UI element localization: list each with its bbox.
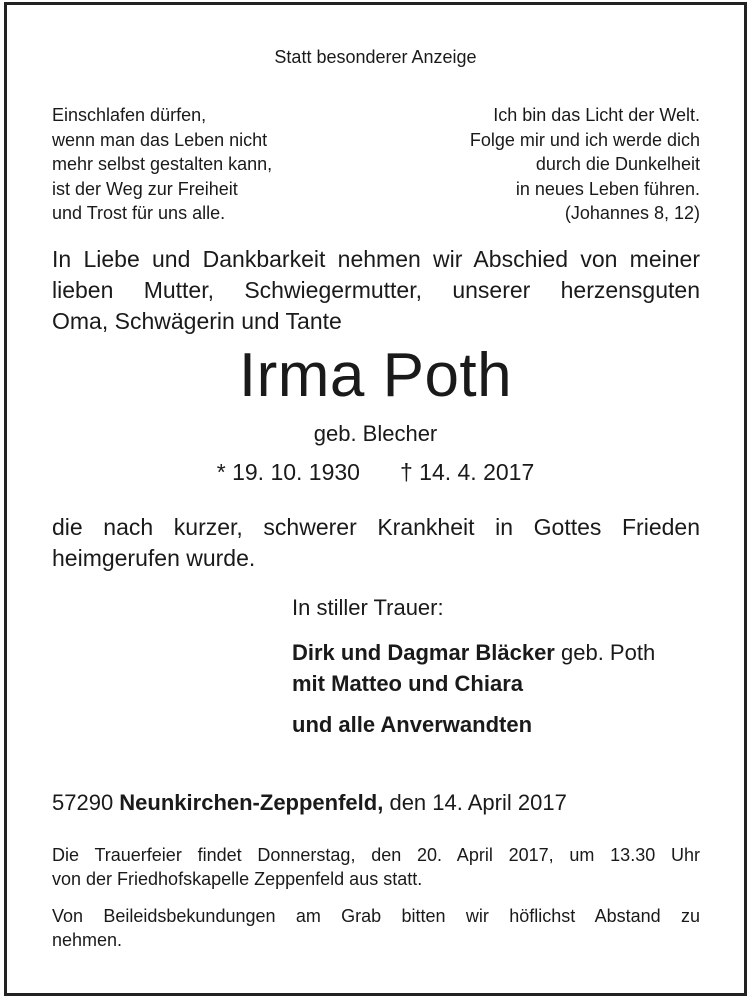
quote-left	[52, 103, 272, 226]
mourner-line-1	[292, 637, 655, 668]
notice-header: Statt besonderer Anzeige	[274, 47, 477, 67]
condolence-info-line: nehmen.	[52, 930, 123, 950]
mourner-birthname: geb. Poth	[554, 640, 656, 665]
mourner-names: Dirk und Dagmar Bläcker	[292, 640, 555, 665]
quote-left-line: Einschlafen dürfen,	[52, 105, 207, 125]
quote-left-line: wenn man das Leben nicht	[52, 129, 268, 150]
death-text-line: heimgerufen wurde.	[52, 545, 256, 571]
quote-left-line: ist der Weg zur Freiheit	[52, 178, 238, 199]
mourner-line-2	[292, 668, 655, 699]
intro-line: In Liebe und Dankbarkeit nehmen wir Abschied von meiner	[52, 246, 700, 272]
quote-right-line: durch die Dunkelheit	[535, 154, 700, 174]
death-text-line: die nach kurzer, schwerer Krankheit in Gottes Frieden	[52, 514, 700, 540]
condolence-info	[52, 904, 700, 952]
birth-date: * 19. 10. 1930	[216, 459, 360, 485]
funeral-info-line: von der Friedhofskapelle Zeppenfeld aus statt.	[52, 869, 423, 889]
mourner-grandchildren: mit Matteo und Chiara	[292, 671, 524, 696]
place-and-date	[52, 790, 567, 816]
condolence-info-line: Von Beileidsbekundungen am Grab bitten wir höflichst Abstand zu	[52, 906, 700, 926]
death-date: † 14. 4. 2017	[399, 459, 535, 485]
quote-right	[470, 103, 700, 226]
quote-right-line: Ich bin das Licht der Welt.	[493, 105, 700, 125]
birth-name: geb. Blecher	[313, 421, 438, 446]
quote-left-line: mehr selbst gestalten kann,	[52, 154, 273, 174]
quote-right-line: (Johannes 8, 12)	[564, 203, 700, 223]
mourners	[292, 637, 655, 740]
deceased-name: Irma Poth	[238, 341, 513, 410]
notice-date: den 14. April 2017	[383, 790, 567, 815]
intro-text	[52, 244, 700, 337]
death-text	[52, 512, 700, 574]
funeral-info	[52, 843, 700, 891]
intro-line: Oma, Schwägerin und Tante	[52, 308, 342, 334]
zip-code: 57290	[52, 790, 120, 815]
town: Neunkirchen-Zeppenfeld,	[119, 790, 384, 815]
funeral-info-line: Die Trauerfeier findet Donnerstag, den 20. April 2017, um 13.30 Uhr	[52, 845, 700, 865]
life-dates	[0, 459, 751, 486]
mourning-label: In stiller Trauer:	[292, 595, 444, 620]
quote-right-line: in neues Leben führen.	[515, 178, 700, 199]
quote-right-line: Folge mir und ich werde dich	[469, 129, 700, 150]
quote-left-line: und Trost für uns alle.	[52, 203, 226, 223]
mourner-line-3	[292, 709, 655, 740]
mourner-relatives: und alle Anverwandten	[292, 712, 533, 737]
intro-line: lieben Mutter, Schwiegermutter, unserer herzensguten	[52, 277, 700, 303]
